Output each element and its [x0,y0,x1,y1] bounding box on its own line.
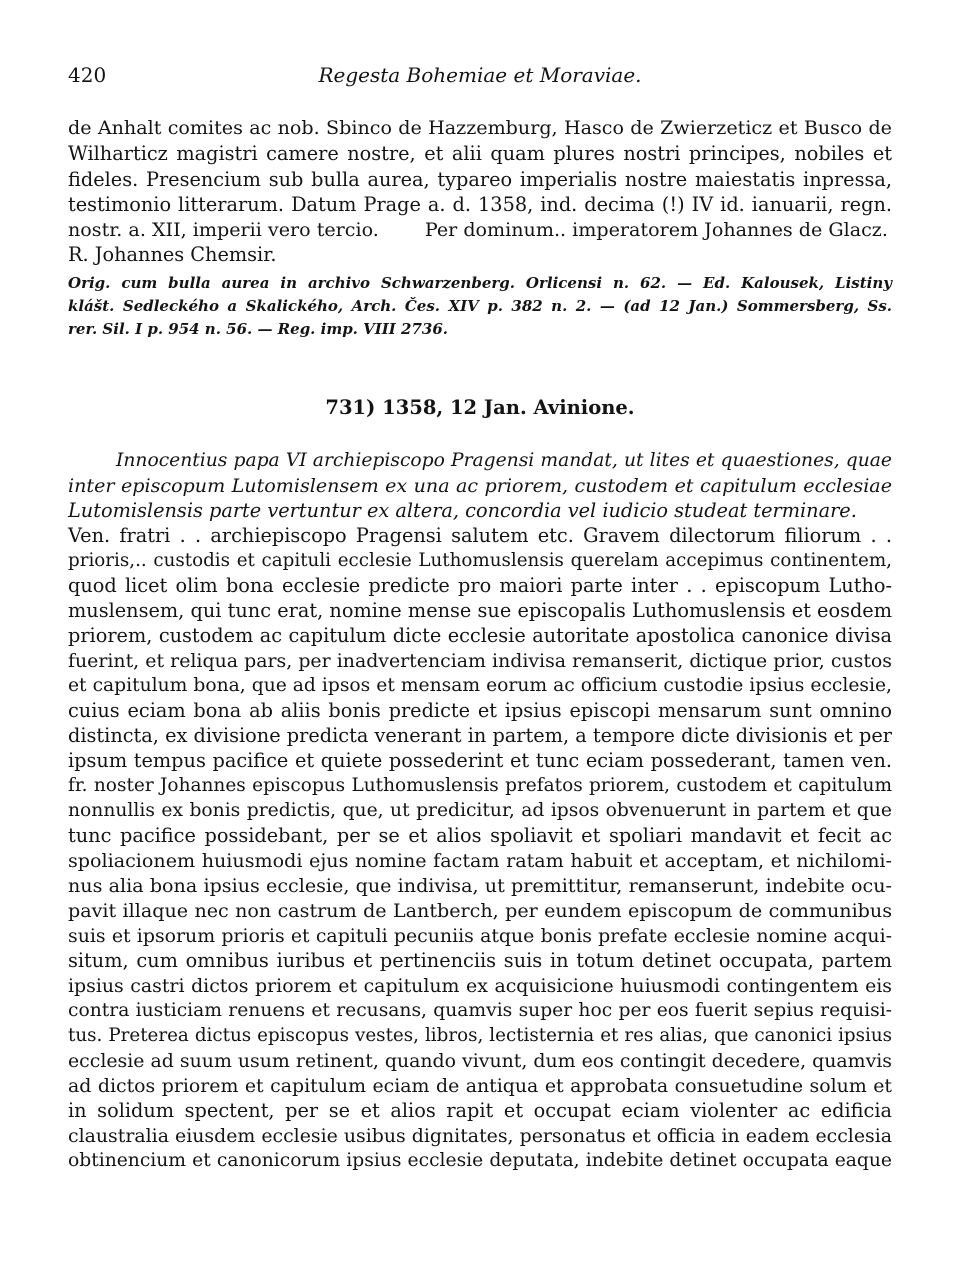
body-line: in solidum spectent, per se et alios rapit et occupat eciam violenter ac edificia [68,1099,892,1122]
body-line: claustralia eiusdem ecclesie usibus dignitates, personatus et officia in eadem ecclesia [68,1125,892,1147]
source-note-line: rer. Sil. I p. 954 n. 56. — Reg. imp. VIII 2736. [68,320,449,338]
page-number: 420 [68,63,107,87]
body-line: fuerint, et reliqua pars, per inadvertenciam indivisa remanserit, dictique prior, custos [68,650,892,672]
body-line: muslensem, qui tunc erat, nomine mense sue episcopalis Luthomuslensis et eosdem [68,599,892,622]
body-line: obtinencium et canonicorum ipsius ecclesie deputata, indebite detinet occupata eaque [68,1150,892,1171]
summary-line: Lutomislensis parte vertuntur ex altera, concordia vel iudicio studeat terminare. [68,499,857,522]
body-line: ipsum tempus pacifice et quiete possederint et tunc eciam possederant, tamen ven. [68,749,892,772]
source-note-line: Orig. cum bulla aurea in archivo Schwarzenberg. Orlicensi n. 62. — Ed. Kalousek, Listiny [68,274,892,292]
text-line: testimonio litterarum. Datum Prage a. d. 1358, ind. decima (!) IV id. ianuarii, regn. [68,193,892,216]
body-line: Ven. fratri . . archiepiscopo Pragensi salutem etc. Gravem dilectorum filiorum . . [68,524,892,547]
running-title: Regesta Bohemiae et Moraviae. [318,63,642,87]
body-line: tunc pacifice possidebant, per se et alios spoliavit et spoliari mandavit et fecit ac [68,824,892,847]
body-line: ipsius castri dictos priorem et capitulum ex acquisicione huiusmodi contingentem eis [68,975,892,997]
source-note-line: klášt. Sedleckého a Skalického, Arch. Čes. XIV p. 382 n. 2. — (ad 12 Jan.) Sommersberg, Ss. [68,297,892,315]
body-line: suis et ipsorum prioris et capituli pecuniis atque bonis prefate ecclesie nomine acqui- [68,925,892,947]
body-line: situm, cum omnibus iuribus et pertinenciis suis in totum detinet occupata, partem [68,949,892,972]
text-line: de Anhalt comites ac nob. Sbinco de Hazzemburg, Hasco de Zwierzeticz et Busco de [68,116,892,139]
page-header [68,63,892,89]
entry-heading: 731) 1358, 12 Jan. Avinione. [325,396,635,419]
body-line: tus. Preterea dictus episcopus vestes, libros, lectisternia et res alias, que canonici ipsius [68,1025,892,1046]
text-line: R. Johannes Chemsir. [68,243,277,266]
body-line: pavit illaque nec non castrum de Lantberch, per eundem episcopum de communibus [68,899,892,922]
body-line: ad dictos priorem et capitulum eciam de antiqua et approbata consuetudine solum et [68,1075,892,1097]
body-line: nus alia bona ipsius ecclesie, que indivisa, ut premittitur, remanserunt, indebite ocu- [68,874,892,897]
body-line: nonnullis ex bonis predictis, que, ut predicitur, ad ipsos obvenuerunt in partem et que [68,800,892,821]
signature-note: Per dominum.. imperatorem Johannes de Glacz. [424,218,888,241]
body-line: ecclesie ad suum usum retinent, quando vivunt, dum eos contingit decedere, quamvis [68,1050,892,1072]
text-line: Wilharticz magistri camere nostre, et alii quam plures nostri principes, nobiles et [68,142,892,165]
body-line: distincta, ex divisione predicta venerant in partem, a tempore dicte divisionis et per [68,724,892,747]
summary-line: inter episcopum Lutomislensem ex una ac priorem, custodem et capitulum ecclesiae [68,474,892,497]
body-line: et capitulum bona, que ad ipsos et mensam eorum ac officium custodie ipsius ecclesie, [68,675,892,696]
body-line: contra iusticiam renuens et recusans, quamvis super hoc per eos fuerit sepius requisi- [68,1000,892,1021]
summary-line: Innocentius papa VI archiepiscopo Pragensi mandat, ut lites et quaestiones, quae [116,450,892,471]
body-line: spoliacionem huiusmodi ejus nomine factam ratam habuit et acceptam, et nichilomi- [68,849,892,872]
body-line: priorem, custodem ac capitulum dicte ecclesie autoritate apostolica canonice divisa [68,624,892,647]
body-line: prioris,.. custodis et capituli ecclesie Luthomuslensis querelam accepimus continentem, [68,550,892,571]
text-line-with-signature [68,218,892,242]
text-line: fideles. Presencium sub bulla aurea, typareo imperialis nostre maiestatis inpressa, [68,168,892,191]
text-fragment: nostr. a. XII, imperii vero tercio. [68,218,379,241]
body-line: cuius eciam bona ab aliis bonis predicte et ipsius episcopi mensarum sunt omnino [68,699,892,722]
body-line: quod licet olim bona ecclesie predicte pro maiori parte inter . . episcopum Lutho- [68,574,892,597]
body-line: fr. noster Johannes episcopus Luthomuslensis prefatos priorem, custodem et capitulum [68,775,892,796]
